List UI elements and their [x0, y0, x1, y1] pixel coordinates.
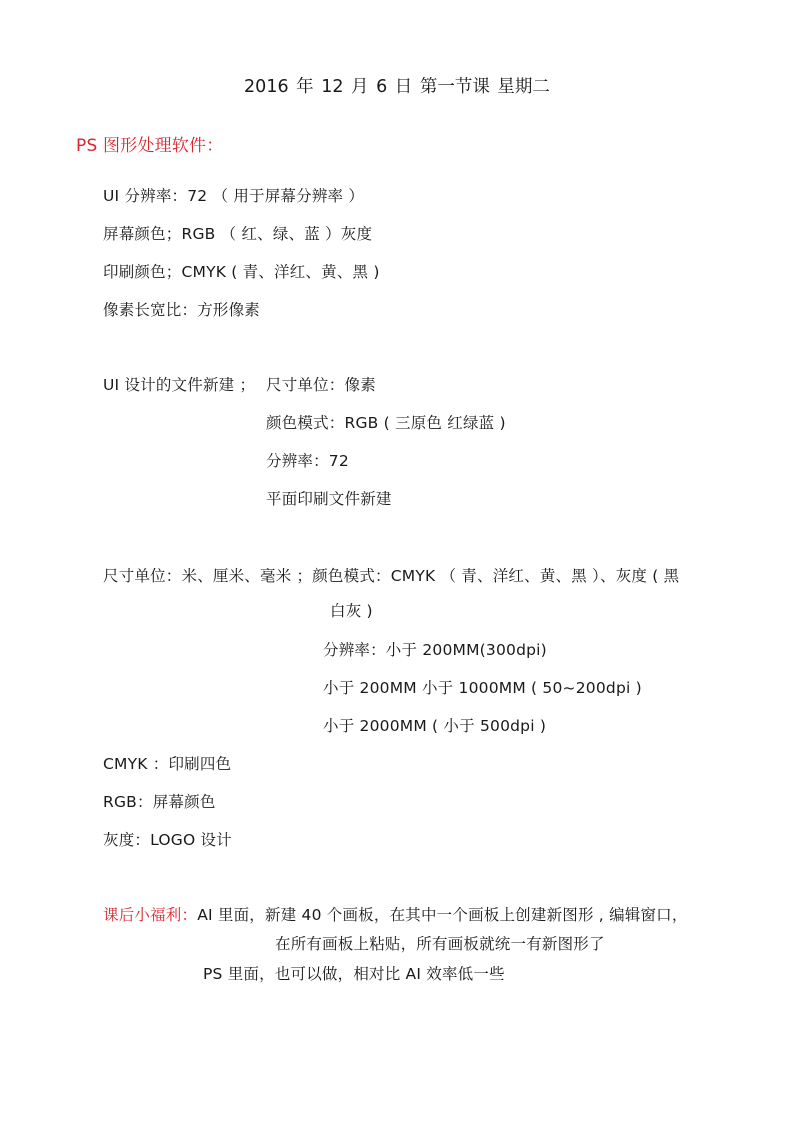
text-line: 颜色模式：RGB ( 三原色 红绿蓝 )	[266, 414, 506, 432]
page-title: 2016 年 12 月 6 日 第一节课 星期二	[244, 77, 550, 97]
tip-text: AI 里面，新建 40 个画板，在其中一个画板上创建新图形 , 编辑窗口，	[197, 906, 688, 924]
text-line: 白灰 )	[330, 602, 373, 620]
section-heading-ps: PS 图形处理软件：	[76, 136, 224, 156]
tip-line-2: 在所有画板上粘贴，所有画板就统一有新图形了	[275, 935, 605, 953]
text-line: 分辨率：小于 200MM(300dpi)	[323, 641, 547, 659]
text-line: 平面印刷文件新建	[266, 490, 392, 508]
tip-label: 课后小福利：	[103, 906, 198, 924]
text-line: RGB：屏幕颜色	[103, 793, 216, 811]
text-line: 尺寸单位：像素	[266, 376, 376, 394]
text-line: 分辨率：72	[266, 452, 349, 470]
text-line: 尺寸单位：米、厘米、毫米 ；颜色模式：CMYK （ 青、洋红、黄、黑 ）、灰度 ( 黑	[103, 567, 680, 585]
text-line: 小于 2000MM ( 小于 500dpi )	[323, 717, 547, 735]
text-line: 印刷颜色；CMYK ( 青、洋红、黄、黑 )	[103, 263, 380, 281]
text-line: 灰度：LOGO 设计	[103, 831, 232, 849]
tip-line-3: PS 里面，也可以做，相对比 AI 效率低一些	[203, 965, 505, 983]
text-line: 屏幕颜色；RGB （ 红、绿、蓝 ）灰度	[103, 225, 373, 243]
text-line: CMYK ：印刷四色	[103, 755, 232, 773]
tip-line-1	[103, 905, 688, 925]
text-line: 小于 200MM 小于 1000MM ( 50~200dpi )	[323, 679, 642, 697]
text-label: UI 设计的文件新建 ；	[103, 376, 256, 394]
text-line: 像素长宽比：方形像素	[103, 301, 261, 319]
text-line: UI 分辨率：72 （ 用于屏幕分辨率 ）	[103, 187, 365, 205]
